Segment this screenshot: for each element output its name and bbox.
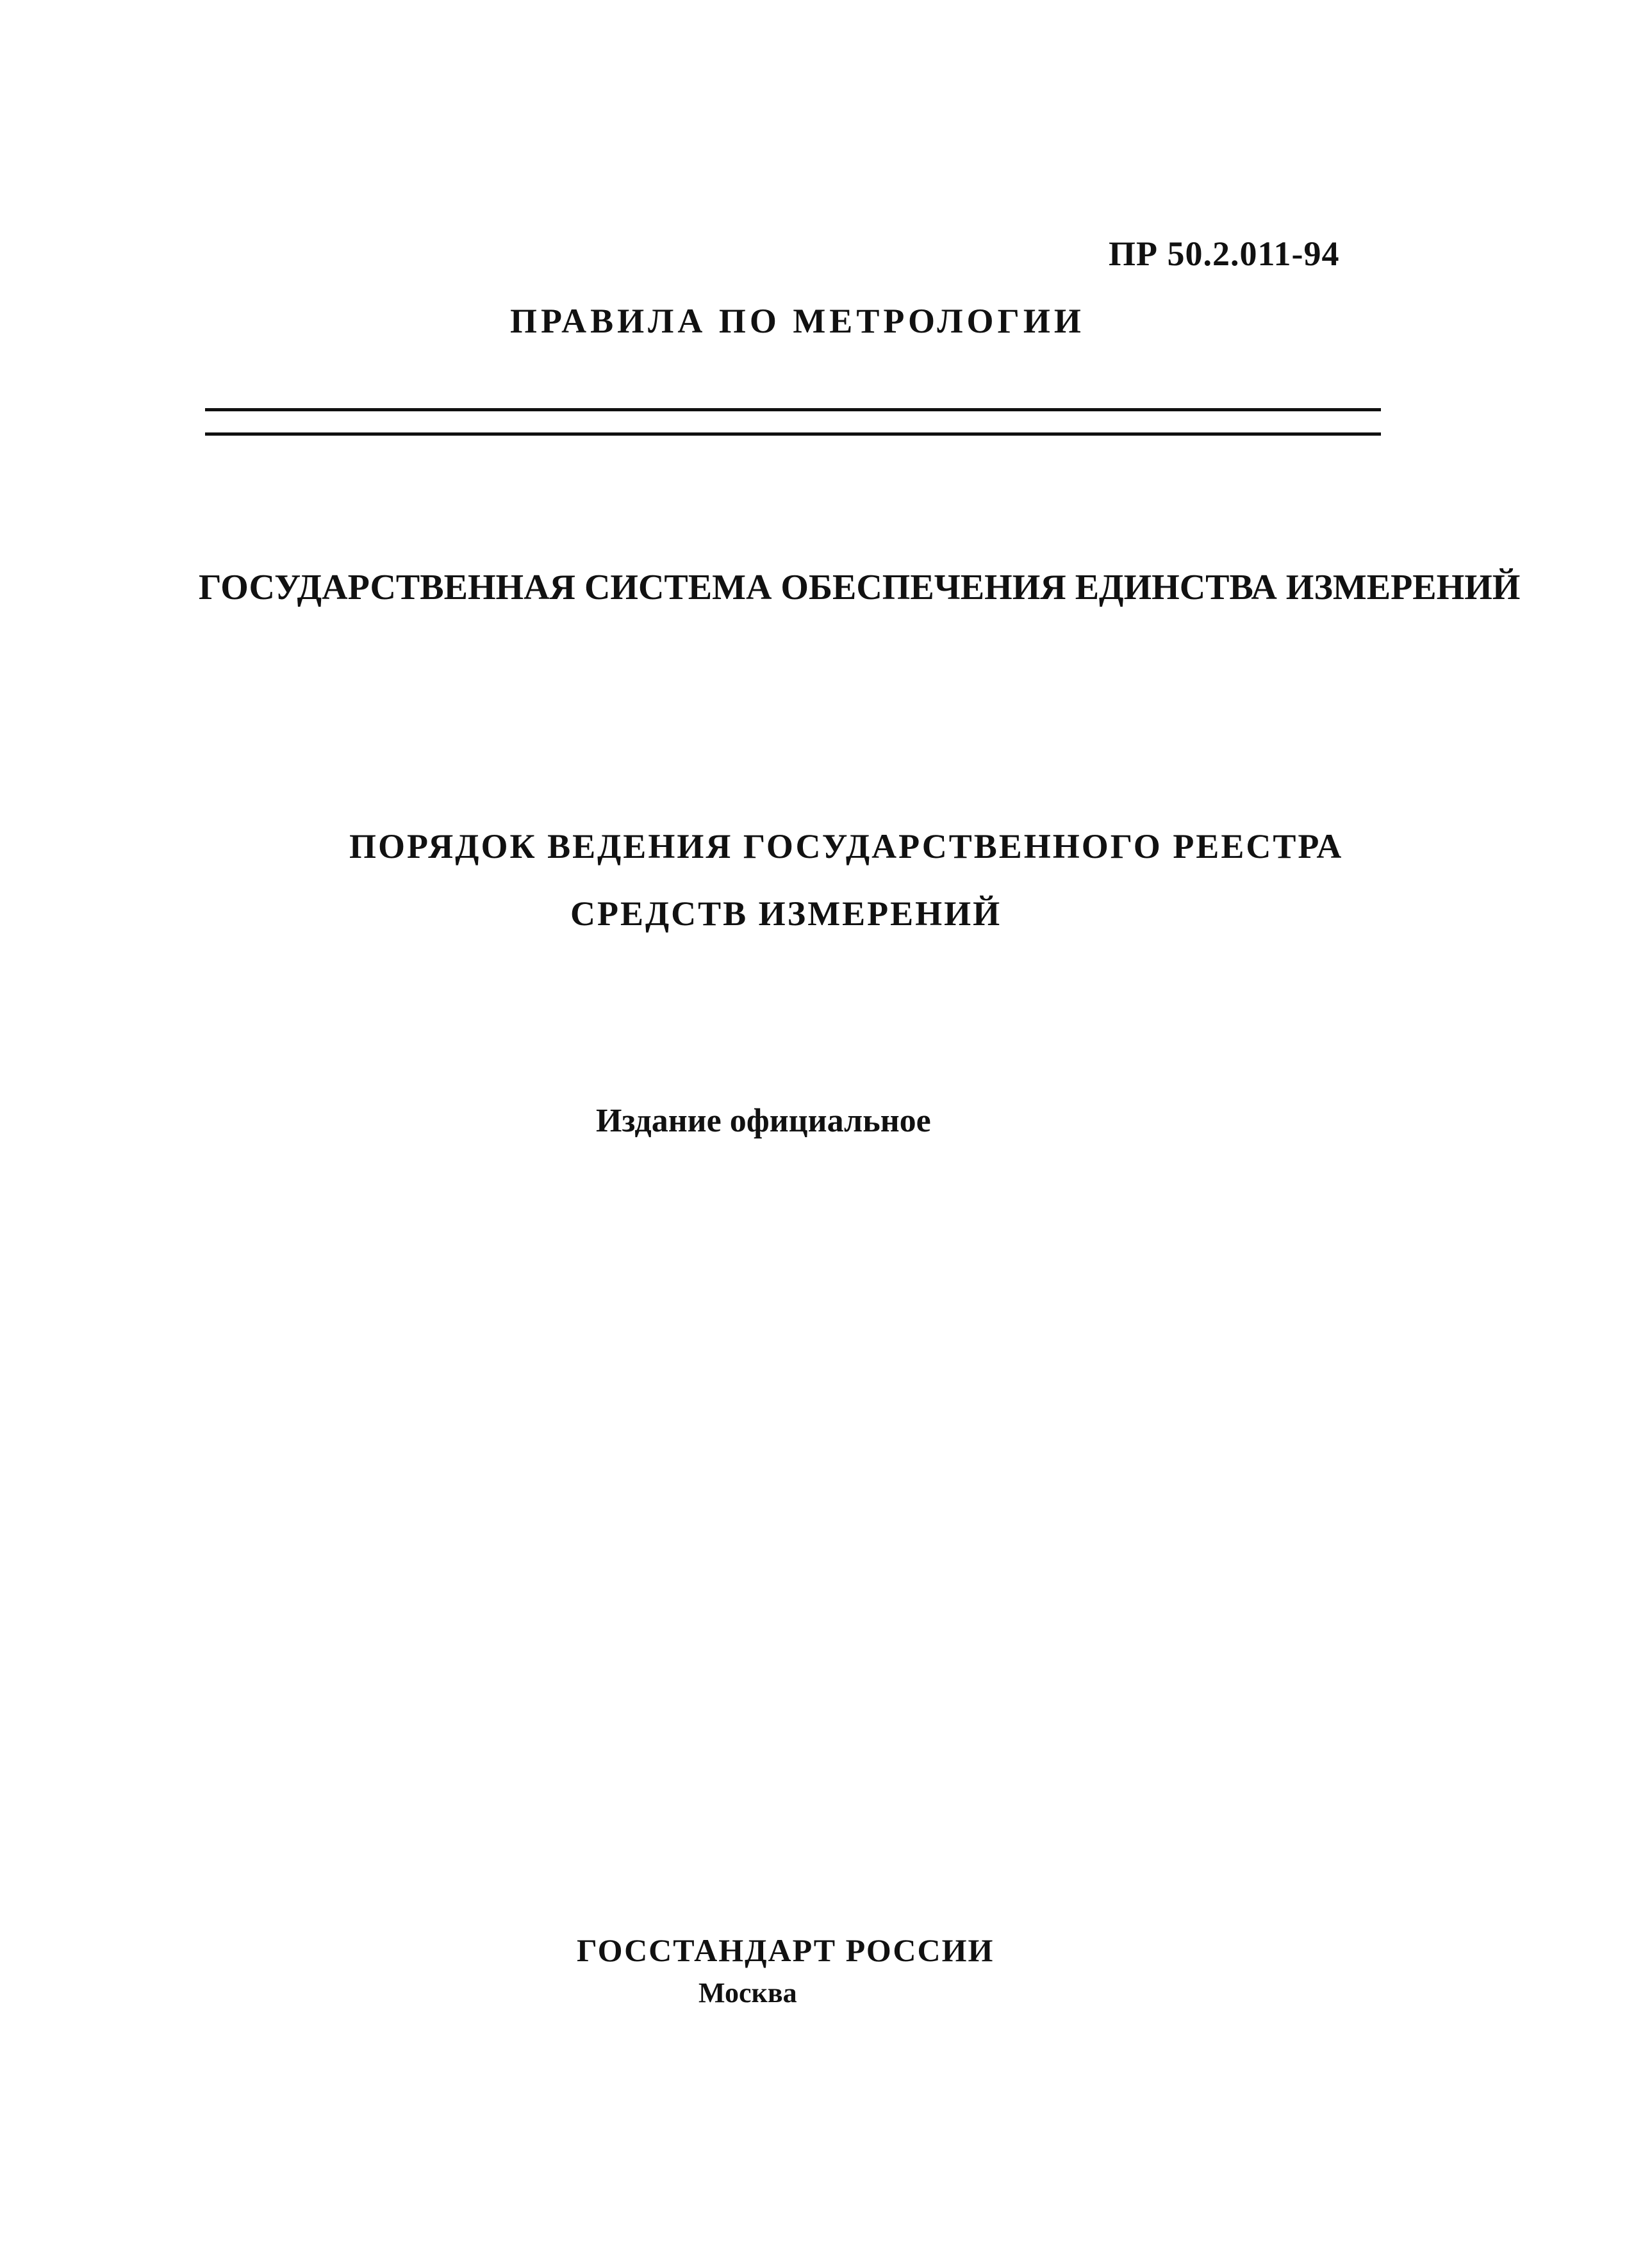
document-title-line-2: СРЕДСТВ ИЗМЕРЕНИЙ [570, 894, 1002, 933]
publication-city: Москва [698, 1977, 797, 2009]
document-title-line-1: ПОРЯДОК ВЕДЕНИЯ ГОСУДАРСТВЕННОГО РЕЕСТРА [349, 827, 1344, 866]
divider-line-bottom [205, 432, 1381, 436]
document-code: ПР 50.2.011-94 [1109, 234, 1340, 273]
edition-note: Издание официальное [596, 1103, 931, 1139]
system-title: ГОСУДАРСТВЕННАЯ СИСТЕМА ОБЕСПЕЧЕНИЯ ЕДИНСТВА ИЗМЕРЕНИЙ [199, 568, 1521, 607]
divider-line-top [205, 408, 1381, 411]
rules-heading: ПРАВИЛА ПО МЕТРОЛОГИИ [510, 302, 1085, 340]
publisher: ГОССТАНДАРТ РОССИИ [577, 1932, 995, 1968]
